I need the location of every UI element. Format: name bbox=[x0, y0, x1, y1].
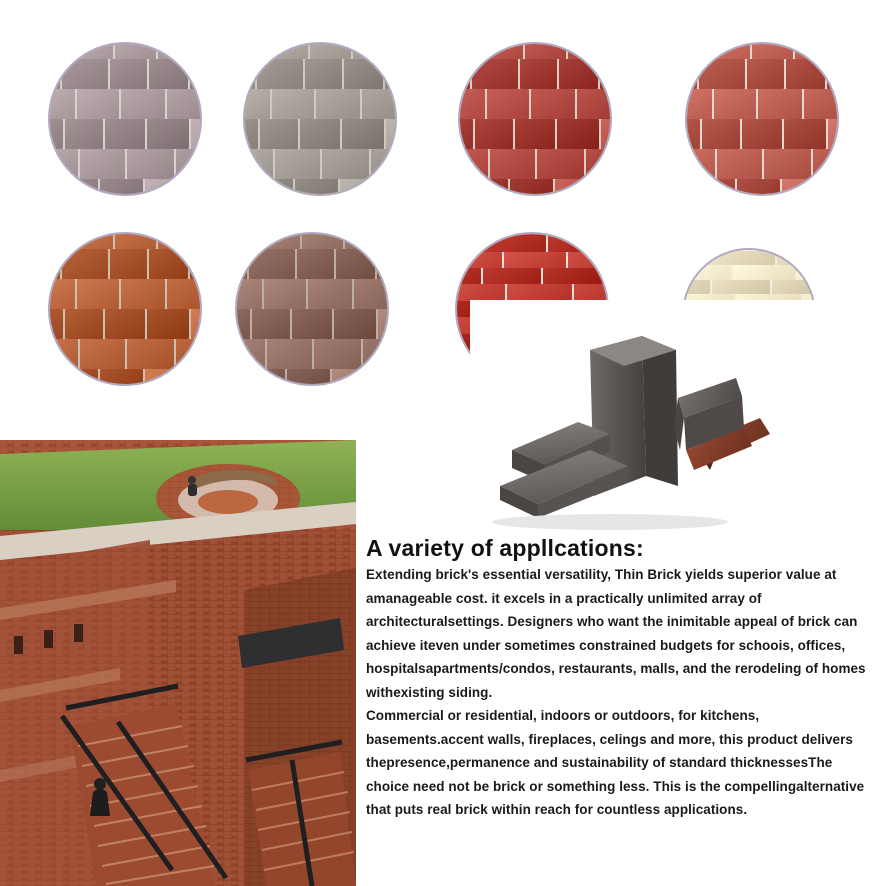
brick-unit bbox=[714, 89, 756, 119]
brick-unit bbox=[455, 252, 502, 268]
brick-unit bbox=[795, 42, 838, 59]
corner-brick-photo bbox=[470, 300, 870, 545]
brick-unit bbox=[149, 249, 188, 279]
brick-unit bbox=[121, 279, 165, 309]
brick-unit bbox=[252, 179, 293, 196]
brick-unit bbox=[828, 119, 839, 149]
brick-texture bbox=[48, 232, 202, 386]
brick-unit bbox=[345, 232, 388, 249]
brick-unit bbox=[127, 149, 174, 179]
brick-unit bbox=[292, 309, 332, 339]
brick-unit bbox=[57, 179, 98, 196]
brick-unit bbox=[362, 89, 397, 119]
brick-unit bbox=[334, 309, 376, 339]
brick-unit bbox=[387, 179, 397, 196]
brick-unit bbox=[110, 249, 147, 279]
brick-unit bbox=[243, 42, 267, 59]
brick-unit bbox=[515, 119, 555, 149]
brick-unit bbox=[577, 89, 612, 119]
brick-unit bbox=[243, 149, 273, 179]
brick-unit bbox=[377, 249, 389, 279]
brick-unit bbox=[480, 235, 546, 251]
brick-unit bbox=[176, 339, 202, 369]
brick-unit bbox=[685, 42, 709, 59]
brick-unit bbox=[235, 309, 250, 339]
brick-unit bbox=[110, 59, 147, 89]
brick-unit bbox=[287, 369, 330, 386]
brick-texture bbox=[235, 232, 389, 386]
brick-unit bbox=[702, 119, 740, 149]
brick-unit bbox=[458, 149, 488, 179]
brick-unit bbox=[784, 119, 826, 149]
brick-unit bbox=[472, 59, 518, 89]
brick-unit bbox=[487, 89, 529, 119]
brick-unit bbox=[548, 235, 605, 251]
brick-unit bbox=[192, 179, 202, 196]
brick-unit bbox=[167, 89, 202, 119]
brick-unit bbox=[191, 309, 202, 339]
brick-texture bbox=[685, 42, 839, 196]
brick-unit bbox=[272, 89, 314, 119]
brick-unit bbox=[458, 42, 482, 59]
brick-unit bbox=[62, 249, 108, 279]
brick-unit bbox=[733, 265, 795, 279]
brick-unit bbox=[537, 149, 584, 179]
brick-unit bbox=[475, 119, 513, 149]
brick-unit bbox=[605, 268, 609, 284]
brick-unit bbox=[336, 249, 375, 279]
brick-unit bbox=[363, 339, 389, 369]
brick-unit bbox=[48, 89, 75, 119]
brick-unit bbox=[48, 179, 55, 196]
brick-unit bbox=[100, 179, 143, 196]
brick-unit bbox=[344, 59, 383, 89]
brick-unit bbox=[601, 119, 612, 149]
brick-unit bbox=[490, 149, 535, 179]
brick-unit bbox=[310, 42, 351, 59]
brick-unit bbox=[167, 279, 202, 309]
brick-unit bbox=[711, 42, 750, 59]
brick-texture bbox=[458, 42, 612, 196]
brick-unit bbox=[48, 232, 72, 249]
brick-unit bbox=[342, 119, 384, 149]
brick-unit bbox=[275, 149, 320, 179]
brick-unit bbox=[145, 179, 190, 196]
brick-unit bbox=[316, 89, 360, 119]
brick-unit bbox=[243, 179, 250, 196]
brick-unit bbox=[507, 284, 572, 300]
brick-unit bbox=[827, 59, 839, 89]
brick-unit bbox=[100, 369, 143, 386]
brick-unit bbox=[235, 369, 242, 386]
brick-unit bbox=[65, 309, 103, 339]
brick-unit bbox=[48, 339, 78, 369]
brick-unit bbox=[525, 42, 566, 59]
brick-unit bbox=[557, 119, 599, 149]
brick-unit bbox=[80, 149, 125, 179]
brick-unit bbox=[782, 179, 827, 196]
brick-unit bbox=[829, 179, 839, 196]
brick-unit bbox=[244, 369, 285, 386]
brick-unit bbox=[115, 42, 156, 59]
brick-unit bbox=[300, 119, 340, 149]
brick-unit bbox=[685, 119, 700, 149]
brick-unit bbox=[685, 149, 715, 179]
brick-unit bbox=[353, 42, 396, 59]
brick-unit bbox=[340, 179, 385, 196]
corner-brick-illustration bbox=[470, 300, 870, 545]
brick-unit bbox=[48, 42, 72, 59]
brick-unit bbox=[385, 59, 397, 89]
brick-unit bbox=[297, 249, 334, 279]
brick-unit bbox=[314, 339, 361, 369]
brick-unit bbox=[322, 149, 369, 179]
brick-unit bbox=[685, 179, 692, 196]
brick-unit bbox=[742, 119, 782, 149]
brick-unit bbox=[797, 265, 816, 279]
brick-unit bbox=[192, 369, 202, 386]
brick-unit bbox=[772, 280, 816, 294]
brick-unit bbox=[145, 369, 190, 386]
body-paragraph-1: Extending brick's essential versatility, Thin Brick yields superior value at amanageable cost. it excels in a practically unlimited array of architecturalsettings. Designers who want the inimitable appeal of brick can achieve iteven under sometimes constrained budgets for schoois, offices, hospitalsapartments/condos, restaurants, malls, and the rerodeling of homes withexisting siding. bbox=[366, 567, 866, 700]
brick-unit bbox=[455, 235, 478, 251]
brick-unit bbox=[243, 59, 255, 89]
brick-unit bbox=[257, 59, 303, 89]
brick-unit bbox=[62, 59, 108, 89]
brick-unit bbox=[147, 309, 189, 339]
brick-unit bbox=[777, 251, 816, 265]
brick-unit bbox=[235, 232, 259, 249]
brick-unit bbox=[105, 309, 145, 339]
brick-unit bbox=[568, 252, 609, 268]
brick-unit bbox=[682, 280, 710, 294]
brick-unit bbox=[264, 279, 306, 309]
swatch-grey-tumbled-brick bbox=[243, 42, 397, 196]
brick-unit bbox=[455, 268, 481, 284]
brick-unit bbox=[295, 179, 338, 196]
brick-unit bbox=[752, 42, 793, 59]
brick-unit bbox=[694, 179, 735, 196]
brick-unit bbox=[709, 251, 775, 265]
brick-unit bbox=[121, 89, 165, 119]
brick-unit bbox=[305, 59, 342, 89]
brick-unit bbox=[48, 309, 63, 339]
brick-unit bbox=[712, 280, 770, 294]
brick-unit bbox=[699, 59, 745, 89]
brick-unit bbox=[176, 149, 202, 179]
brick-unit bbox=[682, 251, 707, 265]
brick-texture bbox=[243, 42, 397, 196]
brick-unit bbox=[48, 149, 78, 179]
brick-unit bbox=[764, 149, 811, 179]
brick-unit bbox=[586, 149, 612, 179]
brick-unit bbox=[682, 265, 731, 279]
brick-unit bbox=[261, 232, 300, 249]
brick-unit bbox=[371, 149, 397, 179]
brick-unit bbox=[105, 119, 145, 149]
brick-unit bbox=[269, 42, 308, 59]
brick-unit bbox=[48, 279, 75, 309]
brick-unit bbox=[57, 369, 98, 386]
brick-unit bbox=[191, 119, 202, 149]
brick-unit bbox=[467, 179, 508, 196]
brick-unit bbox=[455, 284, 505, 300]
brick-unit bbox=[531, 89, 575, 119]
brick-unit bbox=[813, 149, 839, 179]
brick-unit bbox=[48, 249, 60, 279]
brick-unit bbox=[543, 268, 603, 284]
swatch-orange-clay-brick bbox=[48, 232, 202, 386]
brick-unit bbox=[555, 179, 600, 196]
brick-unit bbox=[786, 59, 825, 89]
brick-unit bbox=[249, 249, 295, 279]
brick-unit bbox=[484, 42, 523, 59]
brick-unit bbox=[267, 339, 312, 369]
brick-unit bbox=[458, 59, 470, 89]
brick-texture bbox=[48, 42, 202, 196]
brick-unit bbox=[158, 232, 201, 249]
text-column bbox=[366, 536, 866, 822]
brick-unit bbox=[354, 279, 389, 309]
brick-unit bbox=[252, 309, 290, 339]
swatch-brown-rustic-brick bbox=[235, 232, 389, 386]
brick-unit bbox=[574, 284, 609, 300]
brick-unit bbox=[74, 42, 113, 59]
brick-unit bbox=[559, 59, 598, 89]
brick-unit bbox=[386, 119, 397, 149]
brick-unit bbox=[48, 369, 55, 386]
brick-unit bbox=[458, 89, 485, 119]
architecture-photo bbox=[0, 440, 356, 886]
brick-unit bbox=[378, 309, 389, 339]
body-paragraph-2: Commercial or residential, indoors or outdoors, for kitchens, basements.accent walls, fireplaces, celings and more, this product delivers thepresence,permanence and sustainability of standard thicknessesThe choice need not be brick or something less. This is the compellingalternative that puts real brick within reach for countless applications. bbox=[366, 708, 865, 818]
swatch-light-red-brick bbox=[685, 42, 839, 196]
brick-unit bbox=[115, 232, 156, 249]
brick-unit bbox=[308, 279, 352, 309]
brick-unit bbox=[65, 119, 103, 149]
brick-unit bbox=[127, 339, 174, 369]
brick-unit bbox=[804, 89, 839, 119]
brick-unit bbox=[607, 235, 609, 251]
brick-unit bbox=[235, 249, 247, 279]
brick-unit bbox=[737, 179, 780, 196]
brick-unit bbox=[332, 369, 377, 386]
swatch-grey-mauve-brick bbox=[48, 42, 202, 196]
brick-unit bbox=[77, 279, 119, 309]
architecture-illustration bbox=[0, 440, 356, 886]
brick-unit bbox=[685, 89, 712, 119]
brick-unit bbox=[158, 42, 201, 59]
brick-unit bbox=[568, 42, 611, 59]
brick-unit bbox=[243, 89, 270, 119]
brick-unit bbox=[458, 179, 465, 196]
brick-unit bbox=[149, 59, 188, 89]
brick-unit bbox=[717, 149, 762, 179]
brick-unit bbox=[190, 249, 202, 279]
brick-unit bbox=[758, 89, 802, 119]
brick-unit bbox=[48, 119, 63, 149]
swatch-red-mixed-brick bbox=[458, 42, 612, 196]
brick-unit bbox=[48, 59, 60, 89]
brick-unit bbox=[80, 339, 125, 369]
brick-unit bbox=[685, 59, 697, 89]
brick-unit bbox=[458, 119, 473, 149]
brick-unit bbox=[379, 369, 389, 386]
brick-unit bbox=[147, 119, 189, 149]
brick-unit bbox=[77, 89, 119, 119]
brick-unit bbox=[74, 232, 113, 249]
brick-unit bbox=[600, 59, 612, 89]
brick-unit bbox=[235, 279, 262, 309]
brick-unit bbox=[260, 119, 298, 149]
brick-unit bbox=[483, 268, 541, 284]
page-title: A variety of appllcations: bbox=[366, 535, 644, 561]
brick-unit bbox=[510, 179, 553, 196]
brick-unit bbox=[747, 59, 784, 89]
brick-unit bbox=[520, 59, 557, 89]
brick-unit bbox=[302, 232, 343, 249]
brick-unit bbox=[504, 252, 566, 268]
brick-unit bbox=[243, 119, 258, 149]
brick-unit bbox=[602, 179, 612, 196]
brick-unit bbox=[235, 339, 265, 369]
brick-unit bbox=[190, 59, 202, 89]
